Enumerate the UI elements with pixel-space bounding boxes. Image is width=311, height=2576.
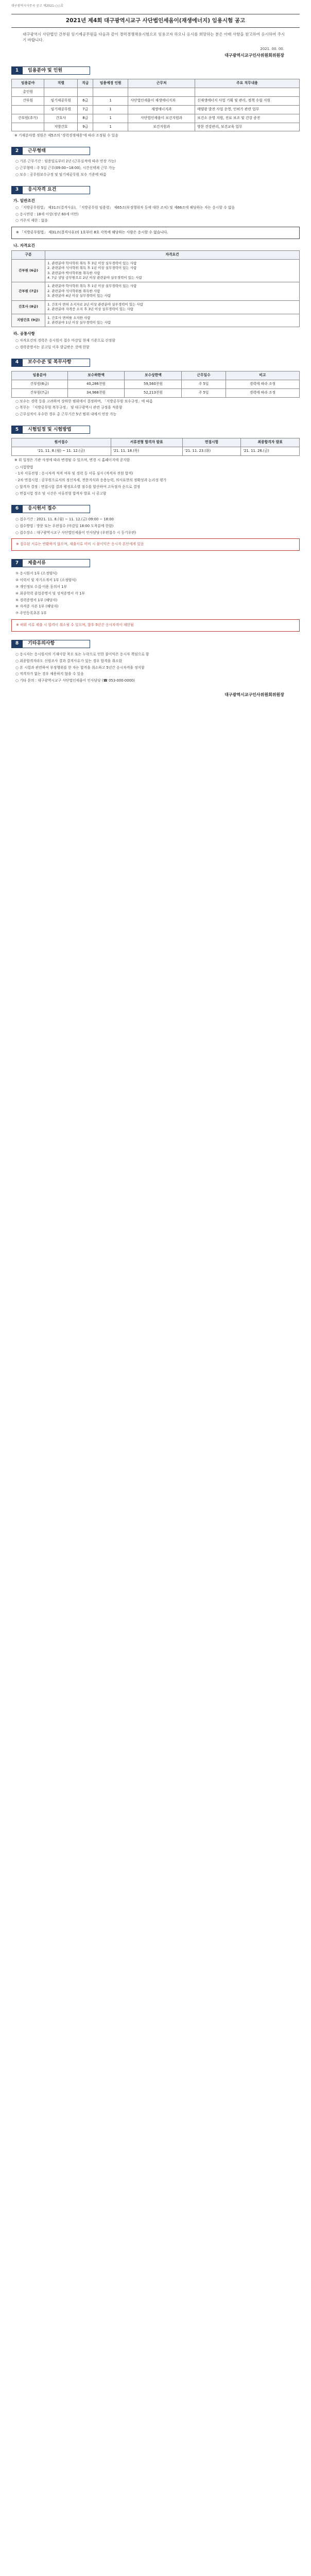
list-item: ○ 합격자 결정 : 면접시험 결과 평정요소별 점수를 합산하여 고득점자 순으로 결정 bbox=[15, 485, 141, 489]
table-cell: 1. 관련분야 학사학위 취득 후 3년 이상 실무경력이 있는 사람 2. 관련분야 석사학위 취득 후 1년 이상 실무경력이 있는 사람 3. 관련분야 박사학위를 취득한 사람 4. 7급 상당 공무원으로 2년 이상 관련분야 실무경력이 있는 사람 bbox=[45, 259, 300, 282]
table-cell: 52,213천원 bbox=[125, 388, 182, 397]
list-item: ④ 최종학력 졸업증명서 및 성적증명서 각 1부 bbox=[15, 591, 85, 596]
table-cell: 지방간호 bbox=[44, 123, 78, 131]
list-item: - 1차 서류전형 : 응시자격 적격 여부 및 경력 등 서류 심사 (적격자 전원 합격) bbox=[15, 471, 133, 476]
section-number: 6 bbox=[11, 505, 23, 513]
application-list bbox=[11, 517, 300, 536]
issuing-org: 대구광역시교구인사위원회위원장 bbox=[224, 53, 284, 58]
footer-org: 대구광역시교구인사위원회위원장 bbox=[224, 692, 284, 698]
list-item: - 2차 면접시험 : 공무원으로서의 정신자세, 전문지식과 응용능력, 의사표현의 정확성과 논리성 평가 bbox=[15, 478, 167, 483]
section-title: 제출서류 bbox=[23, 559, 90, 567]
table-row bbox=[12, 314, 300, 327]
table-row bbox=[12, 88, 300, 97]
table-row bbox=[12, 447, 300, 455]
table-cell: 임기제공무원 bbox=[44, 105, 78, 114]
section-number: 3 bbox=[11, 186, 23, 194]
table-cell: 주 5일 bbox=[182, 380, 226, 388]
table-cell: 1 bbox=[93, 105, 128, 114]
table-cell: 방문 건강관리, 보건교육 업무 bbox=[195, 123, 300, 131]
list-item: ○ 접수기간 : 2021. 11. 8.(월) ~ 11. 12.(금) 09:00 ~ 18:00 bbox=[15, 517, 114, 521]
table-header-cell: 임용분야 bbox=[12, 371, 68, 380]
table-row bbox=[12, 97, 300, 106]
list-item: ○ 보수는 경력 등을 고려하여 상하한 범위에서 결정하며, 「지방공무원 보수규정」에 따름 bbox=[15, 399, 153, 403]
table-cell: 지방간호 (9급) bbox=[12, 314, 45, 327]
section-title: 기타유의사항 bbox=[23, 640, 90, 648]
page-title: 2021년 제4회 대구광역시교구 사단법인세움이(재생에너지) 임용시험 공고 bbox=[11, 14, 300, 28]
section-title: 보수수준 및 복무사항 bbox=[23, 359, 90, 367]
list-item: ○ 적격자가 없는 경우 채용하지 않을 수 있음 bbox=[15, 672, 84, 676]
basic-conditions bbox=[11, 206, 300, 224]
table-cell: 34,968천원 bbox=[67, 388, 125, 397]
list-item: ○ 기타 문의 : 대구광역시교구 사단법인세움이 인사담당 (☎ 053-000-0000) bbox=[15, 679, 135, 683]
table-cell bbox=[93, 88, 128, 97]
table-header-cell: 최종합격자 발표 bbox=[241, 438, 300, 447]
list-item: ⑤ 경력증명서 1부 (해당자) bbox=[15, 598, 58, 602]
table-cell bbox=[128, 88, 195, 97]
disqualification-notice: ※ 「지방공무원법」 제31조(결격사유)의 1호부터 8호 각목에 해당하는 사람은 응시할 수 없습니다. bbox=[11, 227, 300, 239]
table-header-cell: 자격요건 bbox=[45, 250, 300, 259]
table-cell: 사단법인세움이 보건지원과 bbox=[128, 114, 195, 123]
table-cell: 8급 bbox=[78, 114, 93, 123]
table-cell: '21. 11. 18.(목) bbox=[111, 447, 182, 455]
list-item: ○ 최종합격자라도 신원조사 결과 결격사유가 있는 경우 합격을 취소함 bbox=[15, 658, 123, 663]
table-header-cell: 서류전형 합격자 발표 bbox=[111, 438, 182, 447]
table-header-cell: 구분 bbox=[12, 250, 45, 259]
table-cell: '21. 11. 8.(월) ~ 11. 12.(금) bbox=[12, 447, 111, 455]
section-title: 응시원서 접수 bbox=[23, 505, 90, 513]
table-row bbox=[12, 123, 300, 131]
section-2-header bbox=[11, 147, 300, 155]
documents-list bbox=[11, 571, 300, 616]
section-5-header bbox=[11, 426, 300, 434]
table-cell: 간부원 (6급) bbox=[12, 259, 45, 282]
table-cell: 신재생에너지 사업 기획 및 관리, 정책 수립 지원 bbox=[195, 97, 300, 106]
list-item: ○ 근무형태 : 주 5일 근무(09:00~18:00), 시간선택제 근무 가능 bbox=[15, 166, 115, 171]
section-title: 근무형태 bbox=[23, 147, 90, 155]
intro-text: 대구광역시 사단법인 간부원 임기제공무원을 다음과 같이 경력경쟁채용시험으로 임용코자 하오니 응시를 희망하는 분은 아래 사항을 참고하여 응시하여 주시기 바랍니다. bbox=[23, 31, 285, 42]
salary-notes bbox=[11, 399, 300, 418]
list-item: ○ 「지방공무원법」 제31조(결격사유), 「지방공무원 임용령」 제65조(부정행위자 등에 대한 조치) 및 제66조에 해당하는 자는 응시할 수 없음 bbox=[15, 205, 235, 210]
table-header-cell: 임용분야 bbox=[12, 79, 44, 88]
list-item: ① 응시원서 1부 (소정양식) bbox=[15, 571, 58, 576]
list-item: ○ 경력증명서는 공고일 이후 발급받은 것에 한함 bbox=[15, 345, 90, 350]
table-cell: 간부원 (7급) bbox=[12, 282, 45, 300]
section-number: 7 bbox=[11, 559, 23, 567]
section-7-header bbox=[11, 559, 300, 567]
table-cell: 1 bbox=[93, 97, 128, 106]
table-cell: 6급 bbox=[78, 97, 93, 106]
subsection-title: 나. 자격요건 bbox=[13, 243, 35, 248]
table-row bbox=[12, 114, 300, 123]
table-cell: 7급 bbox=[78, 105, 93, 114]
schedule-table bbox=[11, 438, 300, 456]
table-header-cell: 면접시험 bbox=[182, 438, 241, 447]
list-item: ○ 시험방법 bbox=[15, 465, 33, 469]
section-number: 8 bbox=[11, 640, 23, 648]
table-cell: 주 5일 bbox=[182, 388, 226, 397]
schedule-note: ※ 위 일정은 기관 사정에 따라 변경될 수 있으며, 변경 시 홈페이지에 공지함 bbox=[14, 457, 130, 462]
list-item: ○ 거주지 제한 : 없음 bbox=[15, 218, 48, 223]
table-cell: 1. 간호사 면허를 소지한 사람 2. 관련분야 1년 이상 실무경력이 있는 사람 bbox=[45, 314, 300, 327]
section-3-header bbox=[11, 186, 300, 194]
table-header-cell: 비고 bbox=[226, 371, 299, 380]
table-header-cell: 임용예정 인원 bbox=[93, 79, 128, 88]
list-item: ○ 보수 : 공무원보수규정 및 임기제공무원 보수 기준에 따름 bbox=[15, 172, 107, 177]
table-cell bbox=[78, 88, 93, 97]
exam-method-list bbox=[11, 465, 300, 497]
table-cell: 간호사 (8급) bbox=[12, 300, 45, 314]
doc-number: 대구광역시사무국 공고 제2021-○○호 bbox=[11, 4, 64, 8]
qualification-table bbox=[11, 250, 300, 327]
table-cell: 보건소 운영 지원, 진료 보조 및 건강 증진 bbox=[195, 114, 300, 123]
table-row bbox=[12, 380, 300, 388]
section-number: 5 bbox=[11, 426, 23, 434]
announcement-page bbox=[11, 0, 300, 698]
table-cell: '21. 11. 23.(화) bbox=[182, 447, 241, 455]
table-cell: 사단법인세움이 재생에너지과 bbox=[128, 97, 195, 106]
misc-notes-list bbox=[11, 652, 300, 684]
subsection-title: 라. 공통사항 bbox=[13, 331, 35, 336]
table-cell: 태양광 발전 사업 운영, 인허가 관련 업무 bbox=[195, 105, 300, 114]
table-cell bbox=[12, 123, 44, 131]
announcement-date: 2021. 00. 00. bbox=[260, 46, 284, 51]
table-cell: 경력에 따라 조정 bbox=[226, 388, 299, 397]
table-header-cell: 보수상한액 bbox=[125, 371, 182, 380]
table-header-cell: 주요 직무내용 bbox=[195, 79, 300, 88]
table-cell: 보건지원과 bbox=[128, 123, 195, 131]
salary-table bbox=[11, 371, 300, 398]
table-header-cell: 직급 bbox=[78, 79, 93, 88]
list-item: ③ 개인정보 수집·이용 동의서 1부 bbox=[15, 584, 67, 589]
table-cell: 간호사 bbox=[44, 114, 78, 123]
table-row bbox=[12, 105, 300, 114]
table-cell: '21. 11. 26.(금) bbox=[241, 447, 300, 455]
list-item: ⑦ 주민등록초본 1부 bbox=[15, 611, 47, 616]
list-item: ○ 접수방법 : 방문 또는 우편접수 (마감일 18:00 도착분에 한함) bbox=[15, 523, 114, 528]
list-item: ○ 면접시험 장소 및 시간은 서류전형 합격자 발표 시 공고함 bbox=[15, 491, 107, 496]
table-cell: 총인원 bbox=[12, 88, 44, 97]
section-title: 임용분야 및 인원 bbox=[23, 66, 90, 75]
table-cell bbox=[12, 105, 44, 114]
table-cell: 1 bbox=[93, 114, 128, 123]
list-item: ○ 복무는 「지방공무원 복무규정」 및 대구광역시 관련 규정을 적용함 bbox=[15, 405, 123, 410]
table-cell: 경력에 따라 조정 bbox=[226, 380, 299, 388]
list-item: ② 이력서 및 자기소개서 1부 (소정양식) bbox=[15, 578, 77, 583]
table-cell: 1 bbox=[93, 123, 128, 131]
section-title: 시험일정 및 시험방법 bbox=[23, 426, 90, 434]
section-title: 응시자격 요건 bbox=[23, 186, 90, 194]
table-row bbox=[12, 300, 300, 314]
table-cell: 40,286천원 bbox=[67, 380, 125, 388]
list-item: ○ 본 시험과 관련하여 부정행위를 한 자는 합격을 취소하고 5년간 응시자격을 정지함 bbox=[15, 665, 145, 670]
table-cell: 간부원(추가) bbox=[12, 114, 44, 123]
table-cell: 재생에너지과 bbox=[128, 105, 195, 114]
section-number: 1 bbox=[11, 66, 23, 75]
table-header-cell: 보수하한액 bbox=[67, 371, 125, 380]
positions-note: ※ 기재분야별 정원은 제5조의 '경력경쟁채용'에 따라 조정될 수 있음 bbox=[14, 133, 118, 138]
list-item: ○ 접수장소 : 대구광역시교구 사단법인세움이 인사담당 (우편접수 시 등기우편) bbox=[15, 530, 136, 535]
table-row bbox=[12, 282, 300, 300]
table-row bbox=[12, 388, 300, 397]
table-cell: 임기제공무원 bbox=[44, 97, 78, 106]
work-type-list bbox=[11, 159, 300, 178]
table-cell: 간부원(7급) bbox=[12, 388, 68, 397]
section-number: 4 bbox=[11, 359, 23, 367]
list-item: ⑥ 자격증 사본 1부 (해당자) bbox=[15, 604, 59, 609]
common-conditions bbox=[11, 338, 300, 350]
table-header-cell: 원서접수 bbox=[12, 438, 111, 447]
section-4-header bbox=[11, 359, 300, 367]
list-item: ○ 기본 근무기간 : 임용일로부터 2년 (근무실적에 따라 연장 가능) bbox=[15, 159, 116, 164]
table-cell: 간부원(6급) bbox=[12, 380, 68, 388]
section-6-header bbox=[11, 505, 300, 513]
positions-table bbox=[11, 79, 300, 131]
table-cell: 1. 간호사 면허 소지자로 2년 이상 관련분야 실무경력이 있는 사람 2. 관련분야 자격증 소지 후 3년 이상 실무경력이 있는 사람 bbox=[45, 300, 300, 314]
list-item: ○ 응시연령 : 18세 이상(정년 60세 미만) bbox=[15, 212, 79, 216]
table-cell bbox=[195, 88, 300, 97]
table-cell: 1. 관련분야 학사학위 취득 후 1년 이상 실무경력이 있는 사람 2. 관련분야 석사학위를 취득한 사람 3. 관련분야 4년 이상 실무경력이 있는 사람 bbox=[45, 282, 300, 300]
section-8-header bbox=[11, 640, 300, 648]
table-cell: 59,560천원 bbox=[125, 380, 182, 388]
table-header-cell: 근무처 bbox=[128, 79, 195, 88]
section-1-header bbox=[11, 66, 300, 75]
list-item: ○ 응시자는 응시원서의 기재사항 착오 또는 누락으로 인한 불이익은 응시자 책임으로 함 bbox=[15, 652, 149, 656]
application-warning: ※ 접수된 서류는 반환하지 않으며, 제출서류 미비 시 불이익은 응시자 본인에게 있음 bbox=[11, 538, 300, 551]
documents-warning: ※ 허위 서류 제출 시 합격이 취소될 수 있으며, 향후 5년간 응시자격이 제한됨 bbox=[11, 619, 300, 632]
list-item: ○ 근무실적이 우수한 경우 총 근무기간 5년 범위 내에서 연장 가능 bbox=[15, 412, 117, 417]
list-item: ○ 자격요건의 경력은 응시원서 접수 마감일 현재 기준으로 산정함 bbox=[15, 338, 115, 343]
section-number: 2 bbox=[11, 147, 23, 155]
table-header-cell: 직렬 bbox=[44, 79, 78, 88]
table-cell: 9급 bbox=[78, 123, 93, 131]
table-cell bbox=[44, 88, 78, 97]
table-row bbox=[12, 259, 300, 282]
table-cell: 간부원 bbox=[12, 97, 44, 106]
subsection-title: 가. 일반조건 bbox=[13, 198, 35, 203]
table-header-cell: 근무일수 bbox=[182, 371, 226, 380]
